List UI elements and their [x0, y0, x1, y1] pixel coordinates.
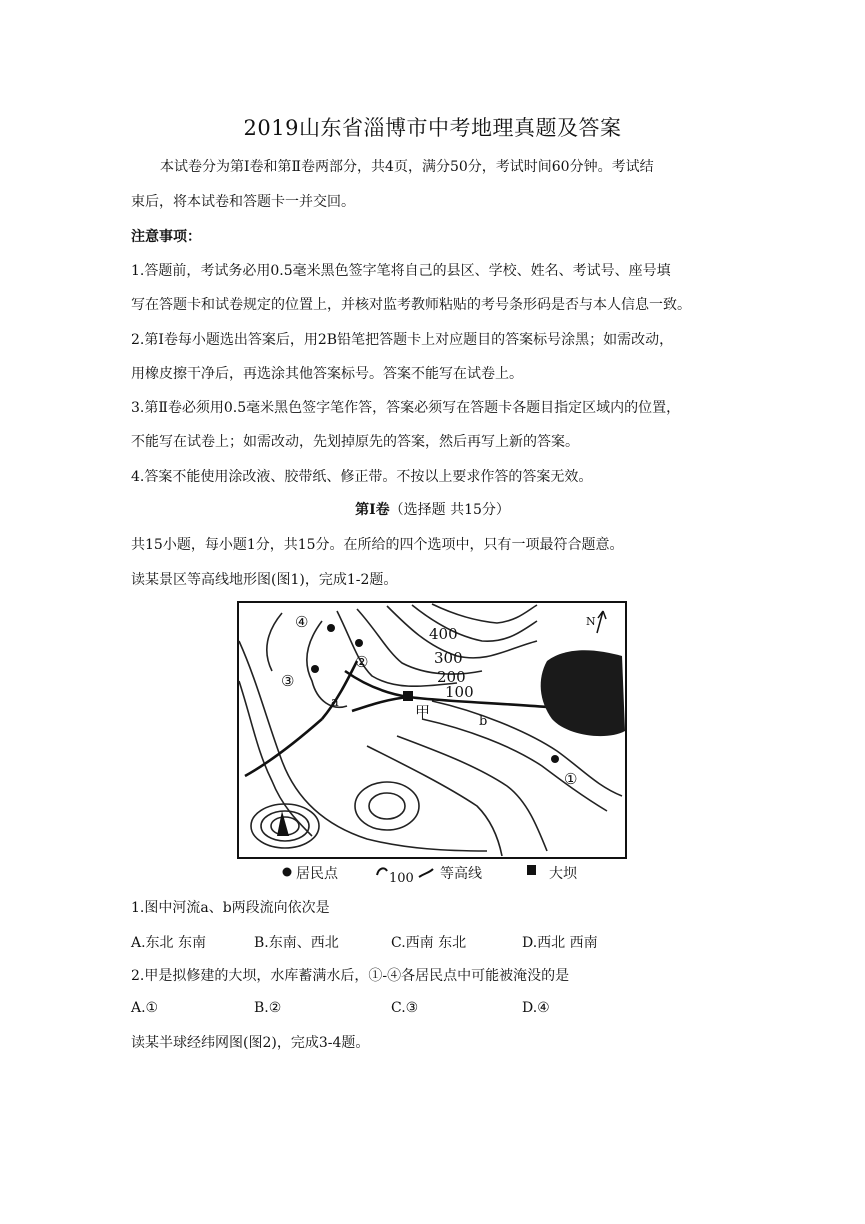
contour-map-figure	[237, 601, 627, 884]
legend-contour-value: 100	[389, 871, 414, 884]
intro-line: 束后，将本试卷和答题卡一并交回。	[131, 194, 355, 210]
settlement-label: ④	[295, 613, 309, 631]
contour-label: 200	[437, 668, 466, 686]
figure-instruction: 读某景区等高线地形图(图1)，完成1-2题。	[131, 572, 398, 588]
river-label: b	[479, 714, 488, 729]
legend-dam: 大坝	[549, 866, 577, 882]
option: B.②	[254, 1000, 282, 1016]
option: A.东北 东南	[131, 935, 207, 951]
section-label: 第Ⅰ卷	[355, 502, 390, 518]
contour-label: 100	[445, 683, 474, 701]
option: D.西北 西南	[522, 935, 598, 951]
notice-heading: 注意事项：	[131, 229, 201, 245]
map-legend	[283, 865, 578, 884]
dam-site-label: 甲	[415, 703, 431, 721]
settlement-label: ②	[355, 653, 369, 671]
contour-legend-icon	[419, 869, 433, 877]
option: D.④	[522, 1000, 550, 1016]
notice-item: 4.答案不能使用涂改液、胶带纸、修正带。不按以上要求作答的答案无效。	[131, 469, 593, 485]
settlement-legend-icon	[283, 868, 292, 877]
notice-item-cont: 用橡皮擦干净后，再选涂其他答案标号。答案不能写在试卷上。	[131, 366, 523, 382]
contour-label: 300	[434, 649, 463, 667]
legend-settlement: 居民点	[296, 866, 338, 882]
notice-item-cont: 写在答题卡和试卷规定的位置上，并核对监考教师粘贴的考号条形码是否与本人信息一致。	[131, 297, 691, 313]
option: B.东南、西北	[254, 935, 339, 951]
north-label: N	[586, 615, 596, 628]
notice-item: 2.第Ⅰ卷每小题选出答案后，用2B铅笔把答题卡上对应题目的答案标号涂黑；如需改动，	[131, 332, 674, 348]
dam-marker	[403, 691, 413, 701]
river-label: a	[331, 695, 339, 710]
section-subtitle: （选择题 共15分）	[389, 502, 510, 518]
legend-contour: 等高线	[440, 866, 482, 882]
settlement-label: ①	[564, 770, 578, 788]
settlement-label: ③	[281, 672, 295, 690]
page-title: 2019山东省淄博市中考地理真题及答案	[243, 116, 622, 140]
notice-item: 1.答题前，考试务必用0.5毫米黑色签字笔将自己的县区、学校、姓名、考试号、座号填	[131, 263, 671, 279]
notice-item: 3.第Ⅱ卷必须用0.5毫米黑色签字笔作答，答案必须写在答题卡各题目指定区域内的位置，	[131, 400, 681, 416]
contour-label: 400	[429, 625, 458, 643]
section-heading	[0, 500, 865, 520]
question-stem: 1.图中河流a、b两段流向依次是	[131, 900, 330, 916]
option: A.①	[131, 1000, 159, 1016]
option: C.③	[391, 1000, 419, 1016]
option: C.西南 东北	[391, 935, 467, 951]
section-description: 共15小题，每小题1分，共15分。在所给的四个选项中，只有一项最符合题意。	[131, 537, 624, 553]
dam-legend-icon	[527, 865, 536, 875]
notice-item-cont: 不能写在试卷上；如需改动，先划掉原先的答案，然后再写上新的答案。	[131, 434, 579, 450]
figure-instruction: 读某半球经纬网图(图2)，完成3-4题。	[131, 1035, 370, 1051]
question-stem: 2.甲是拟修建的大坝，水库蓄满水后，①-④各居民点中可能被淹没的是	[131, 968, 570, 984]
intro-line: 本试卷分为第Ⅰ卷和第Ⅱ卷两部分，共4页，满分50分，考试时间60分钟。考试结	[160, 159, 654, 175]
contour-map	[237, 601, 627, 884]
contour-legend-icon	[377, 868, 387, 875]
